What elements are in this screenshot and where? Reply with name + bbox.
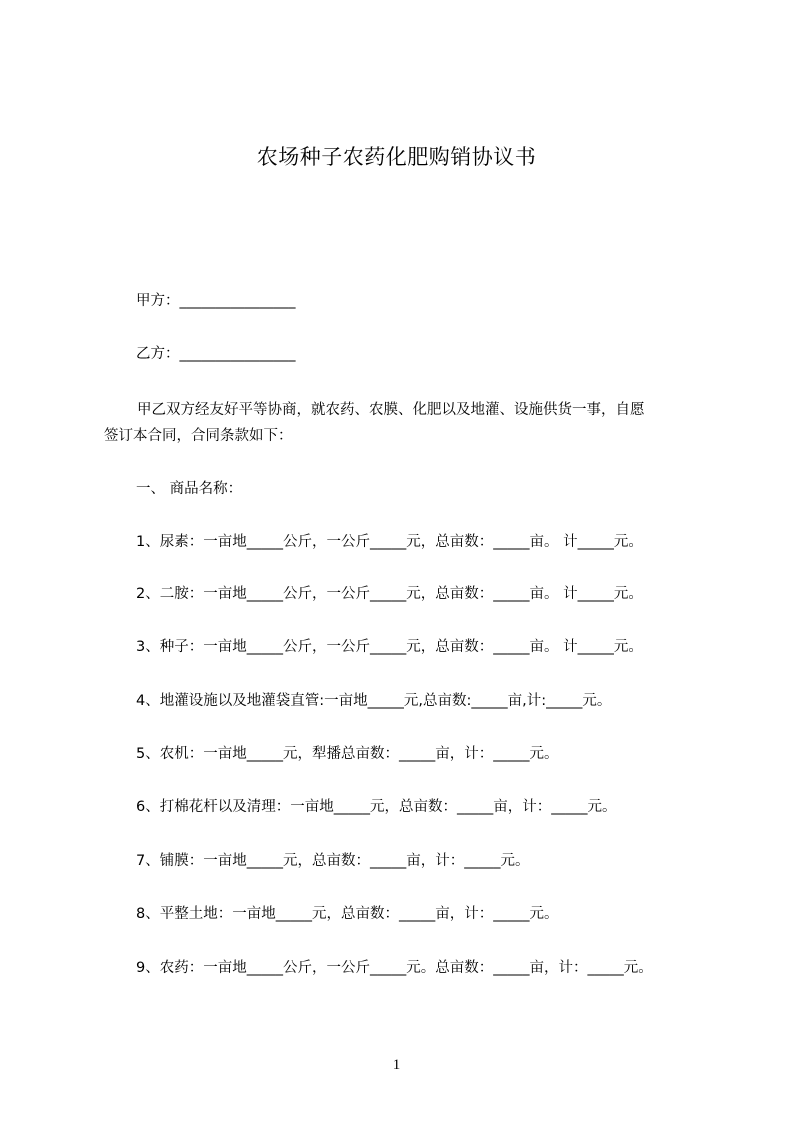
party-b-line: 乙方：________________	[136, 346, 296, 362]
list-item: 7、铺膜：一亩地_____元，总亩数：_____亩，计：_____元。	[136, 853, 530, 869]
list-item: 4、地灌设施以及地灌袋直管:一亩地_____元,总亩数:_____亩,计:_____元。	[136, 693, 612, 709]
list-item: 8、平整土地：一亩地_____元，总亩数：_____亩，计：_____元。	[136, 906, 559, 922]
section-heading: 一、 商品名称：	[136, 481, 243, 497]
document-title: 农场种子农药化肥购销协议书	[256, 145, 537, 169]
list-item: 6、打棉花杆以及清理：一亩地_____元，总亩数：_____亩，计：_____元。	[136, 799, 617, 815]
party-a-line: 甲方：________________	[136, 293, 296, 309]
list-item: 9、农药：一亩地_____公斤，一公斤_____元。总亩数：_____亩，计：_____元。	[136, 960, 653, 976]
intro-paragraph	[104, 397, 704, 449]
list-item: 1、尿素：一亩地_____公斤，一公斤_____元，总亩数：_____亩。 计_____元。	[136, 534, 643, 550]
list-item: 2、二胺：一亩地_____公斤，一公斤_____元，总亩数：_____亩。 计_____元。	[136, 586, 643, 602]
intro-line-1: 甲乙双方经友好平等协商，就农药、农膜、化肥以及地灌、设施供货一事，自愿	[137, 402, 645, 418]
list-item: 3、种子：一亩地_____公斤，一公斤_____元，总亩数：_____亩。 计_____元。	[136, 639, 643, 655]
list-item: 5、农机：一亩地_____元，犁播总亩数：_____亩，计：_____元。	[136, 746, 559, 762]
intro-line-2: 签订本合同，合同条款如下：	[104, 428, 293, 444]
page-number: 1	[392, 1057, 401, 1073]
